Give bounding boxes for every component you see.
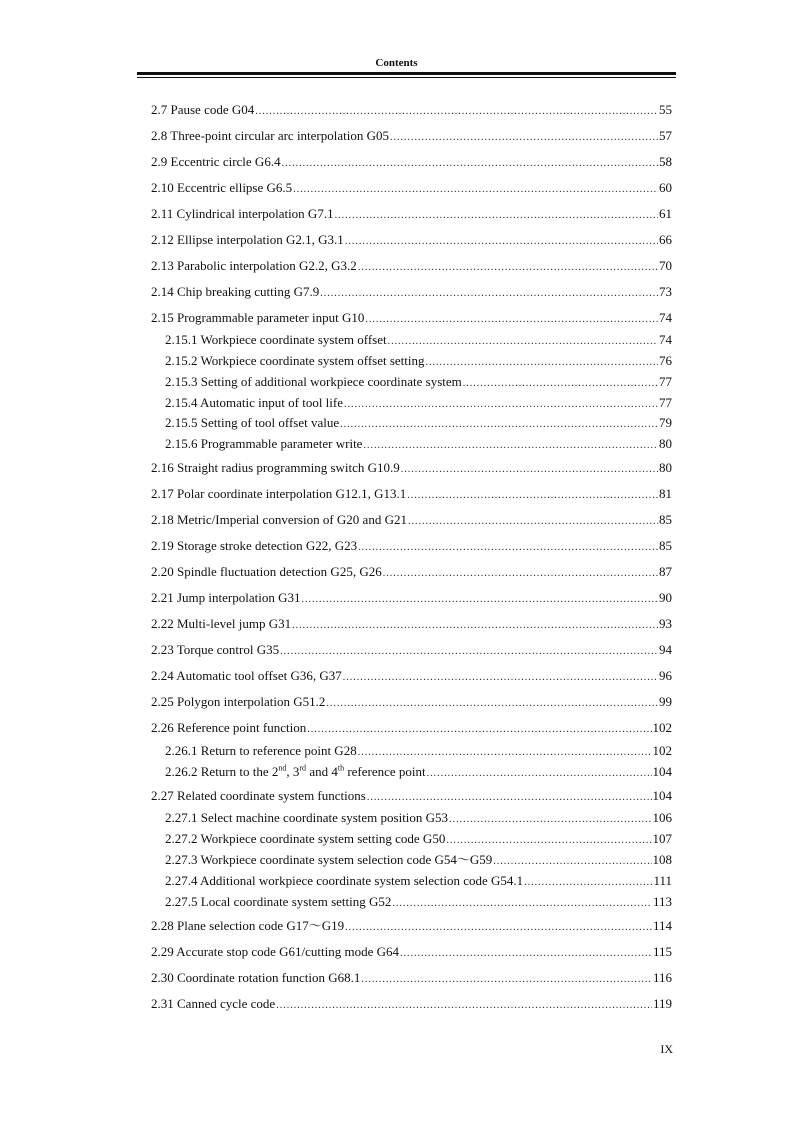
toc-entry[interactable] <box>151 179 672 197</box>
dot-leader <box>363 437 658 455</box>
toc-entry-label: 2.27.1 Select machine coordinate system position G53 <box>165 810 449 825</box>
dot-leader <box>255 103 658 121</box>
toc-entry-label: 2.26 Reference point function <box>151 720 307 735</box>
toc-subentry[interactable] <box>165 352 672 370</box>
toc-entry-label: 2.13 Parabolic interpolation G2.2, G3.2 <box>151 258 357 273</box>
toc-entry[interactable] <box>151 127 672 145</box>
toc-entry-page: 77 <box>659 395 672 410</box>
toc-entry-label: 2.8 Three-point circular arc interpolation G05 <box>151 128 390 143</box>
toc-entry-page: 99 <box>659 694 672 709</box>
toc-entry-page: 107 <box>652 831 672 846</box>
toc-entry[interactable] <box>151 969 672 987</box>
dot-leader <box>307 721 651 739</box>
dot-leader <box>276 997 652 1015</box>
toc-entry-page: 94 <box>659 642 672 657</box>
toc-entry[interactable] <box>151 511 672 529</box>
toc-entry-label: 2.27.4 Additional workpiece coordinate system selection code G54.1 <box>165 873 524 888</box>
dot-leader <box>408 513 658 531</box>
toc-entry-page: 85 <box>659 512 672 527</box>
toc-entry[interactable] <box>151 995 672 1013</box>
dot-leader <box>326 695 658 713</box>
toc-entry-label: 2.10 Eccentric ellipse G6.5 <box>151 180 293 195</box>
toc-entry-page: 79 <box>659 415 672 430</box>
toc-entry-page: 93 <box>659 616 672 631</box>
toc-entry[interactable] <box>151 667 672 685</box>
dot-leader <box>493 853 651 871</box>
toc-entry-label: 2.19 Storage stroke detection G22, G23 <box>151 538 358 553</box>
toc-entry[interactable] <box>151 787 672 805</box>
toc-entry[interactable] <box>151 917 672 935</box>
label-text: reference point <box>344 764 426 779</box>
dot-leader <box>390 129 658 147</box>
toc-entry-page: 55 <box>659 102 672 117</box>
ordinal-suffix: nd <box>278 763 287 773</box>
dot-leader <box>524 874 652 892</box>
ordinal-suffix: th <box>337 763 345 773</box>
toc-entry[interactable] <box>151 231 672 249</box>
dot-leader <box>292 617 658 635</box>
toc-entry-page: 57 <box>659 128 672 143</box>
toc-entry-page: 113 <box>652 894 672 909</box>
toc-entry-label: 2.23 Torque control G35 <box>151 642 280 657</box>
toc-entry-label: 2.16 Straight radius programming switch G10.9 <box>151 460 400 475</box>
toc-entry-page: 114 <box>652 918 672 933</box>
toc-entry-label <box>165 763 426 781</box>
toc-entry-page: 111 <box>653 873 672 888</box>
page-header-title: Contents <box>375 57 418 69</box>
toc-entry[interactable] <box>151 153 672 171</box>
toc-entry-page: 61 <box>659 206 672 221</box>
toc-subentry[interactable] <box>165 394 672 412</box>
toc-entry[interactable] <box>151 943 672 961</box>
dot-leader <box>293 181 658 199</box>
dot-leader <box>400 945 652 963</box>
toc-subentry[interactable] <box>165 414 672 432</box>
dot-leader <box>392 895 652 913</box>
toc-entry[interactable] <box>151 615 672 633</box>
toc-entry-page: 108 <box>652 852 672 867</box>
toc-entry[interactable] <box>151 641 672 659</box>
dot-leader <box>449 811 651 829</box>
toc-entry-label: 2.31 Canned cycle code <box>151 996 276 1011</box>
toc-entry-label: 2.30 Coordinate rotation function G68.1 <box>151 970 361 985</box>
toc-entry-page: 76 <box>659 353 672 368</box>
toc-entry-page: 102 <box>652 720 672 735</box>
toc-entry-page: 60 <box>659 180 672 195</box>
toc-entry[interactable] <box>151 537 672 555</box>
toc-entry-label: 2.24 Automatic tool offset G36, G37 <box>151 668 342 683</box>
toc-entry-page: 106 <box>652 810 672 825</box>
toc-entry-page: 85 <box>659 538 672 553</box>
toc-entry[interactable] <box>151 283 672 301</box>
toc-entry-page: 66 <box>659 232 672 247</box>
dot-leader <box>365 311 658 329</box>
toc-entry-label: 2.27.2 Workpiece coordinate system setting code G50 <box>165 831 446 846</box>
toc-entry-label: 2.27 Related coordinate system functions <box>151 788 366 803</box>
toc-entry-page: 74 <box>659 332 672 347</box>
toc-subentry[interactable] <box>165 893 672 911</box>
toc-entry[interactable] <box>151 309 672 327</box>
toc-entry-page: 58 <box>659 154 672 169</box>
toc-entry-page: 74 <box>659 310 672 325</box>
dot-leader <box>320 285 658 303</box>
dot-leader <box>340 416 658 434</box>
toc-subentry[interactable] <box>165 872 672 890</box>
label-text: , 3 <box>286 764 300 779</box>
header-rule-thin <box>137 77 676 78</box>
toc-entry[interactable] <box>151 589 672 607</box>
dot-leader <box>446 832 651 850</box>
toc-entry-label: 2.18 Metric/Imperial conversion of G20 and G21 <box>151 512 407 527</box>
dot-leader <box>361 971 652 989</box>
toc-entry-label: 2.29 Accurate stop code G61/cutting mode G64 <box>151 944 400 959</box>
toc-entry-label: 2.15.5 Setting of tool offset value <box>165 415 340 430</box>
toc-subentry[interactable] <box>165 763 672 781</box>
toc-entry-page: 116 <box>652 970 672 985</box>
dot-leader <box>358 259 658 277</box>
dot-leader <box>345 919 652 937</box>
toc-entry-page: 81 <box>659 486 672 501</box>
toc-entry-label: 2.15.2 Workpiece coordinate system offset setting <box>165 353 425 368</box>
dot-leader <box>463 375 658 393</box>
dot-leader <box>401 461 658 479</box>
toc-entry[interactable] <box>151 485 672 503</box>
toc-entry-label: 2.27.3 Workpiece coordinate system selection code G54～G59 <box>165 852 493 867</box>
toc-entry-page: 80 <box>659 460 672 475</box>
toc-entry[interactable] <box>151 719 672 737</box>
toc-entry-page: 104 <box>652 788 672 803</box>
toc-entry-label: 2.22 Multi-level jump G31 <box>151 616 292 631</box>
toc-entry-page: 104 <box>652 764 672 779</box>
toc-entry-label: 2.20 Spindle fluctuation detection G25, G26 <box>151 564 382 579</box>
toc-entry-page: 73 <box>659 284 672 299</box>
toc-entry[interactable] <box>151 205 672 223</box>
toc-entry-page: 80 <box>659 436 672 451</box>
toc-entry-page: 90 <box>659 590 672 605</box>
toc-subentry[interactable] <box>165 373 672 391</box>
toc-entry-label: 2.17 Polar coordinate interpolation G12.1, G13.1 <box>151 486 407 501</box>
dot-leader <box>383 565 658 583</box>
dot-leader <box>302 591 659 609</box>
toc-entry-label: 2.26.1 Return to reference point G28 <box>165 743 357 758</box>
label-text: and 4 <box>306 764 338 779</box>
toc-subentry[interactable] <box>165 830 672 848</box>
toc-entry-page: 102 <box>652 743 672 758</box>
toc-entry-page: 87 <box>659 564 672 579</box>
dot-leader <box>344 396 658 414</box>
toc-entry-label: 2.21 Jump interpolation G31 <box>151 590 301 605</box>
toc-entry-page: 77 <box>659 374 672 389</box>
toc-entry-label: 2.15 Programmable parameter input G10 <box>151 310 365 325</box>
toc-subentry[interactable] <box>165 742 672 760</box>
dot-leader <box>427 765 652 783</box>
toc-entry[interactable] <box>151 563 672 581</box>
toc-entry-label: 2.28 Plane selection code G17～G19 <box>151 918 345 933</box>
dot-leader <box>345 233 658 251</box>
toc-entry-label: 2.25 Polygon interpolation G51.2 <box>151 694 326 709</box>
dot-leader <box>280 643 658 661</box>
toc-entry[interactable] <box>151 693 672 711</box>
dot-leader <box>343 669 658 687</box>
label-text: 2.26.2 Return to the 2 <box>165 764 279 779</box>
toc-entry[interactable] <box>151 257 672 275</box>
toc-entry-label: 2.15.6 Programmable parameter write <box>165 436 363 451</box>
toc-subentry[interactable] <box>165 435 672 453</box>
dot-leader <box>407 487 658 505</box>
dot-leader <box>388 333 658 351</box>
toc-entry[interactable] <box>151 459 672 477</box>
toc-subentry[interactable] <box>165 331 672 349</box>
dot-leader <box>335 207 658 225</box>
toc-entry-label: 2.27.5 Local coordinate system setting G52 <box>165 894 392 909</box>
toc-entry-page: 115 <box>652 944 672 959</box>
dot-leader <box>358 539 658 557</box>
toc-entry-page: 96 <box>659 668 672 683</box>
toc-entry-label: 2.15.3 Setting of additional workpiece coordinate system <box>165 374 462 389</box>
toc-entry-label: 2.7 Pause code G04 <box>151 102 255 117</box>
toc-subentry[interactable] <box>165 809 672 827</box>
dot-leader <box>426 354 659 372</box>
toc-entry-label: 2.14 Chip breaking cutting G7.9 <box>151 284 320 299</box>
toc-subentry[interactable] <box>165 851 672 869</box>
dot-leader <box>367 789 652 807</box>
ordinal-suffix: rd <box>299 763 307 773</box>
header-rule-thick <box>137 72 676 75</box>
page-number: IX <box>660 1042 673 1056</box>
toc-entry-label: 2.12 Ellipse interpolation G2.1, G3.1 <box>151 232 344 247</box>
toc-entry[interactable] <box>151 101 672 119</box>
toc-entry-label: 2.15.1 Workpiece coordinate system offset <box>165 332 387 347</box>
dot-leader <box>358 744 652 762</box>
dot-leader <box>282 155 658 173</box>
toc-entry-page: 119 <box>652 996 672 1011</box>
toc-entry-label: 2.11 Cylindrical interpolation G7.1 <box>151 206 334 221</box>
toc-entry-label: 2.15.4 Automatic input of tool life <box>165 395 344 410</box>
toc-entry-page: 70 <box>659 258 672 273</box>
toc-entry-label: 2.9 Eccentric circle G6.4 <box>151 154 281 169</box>
